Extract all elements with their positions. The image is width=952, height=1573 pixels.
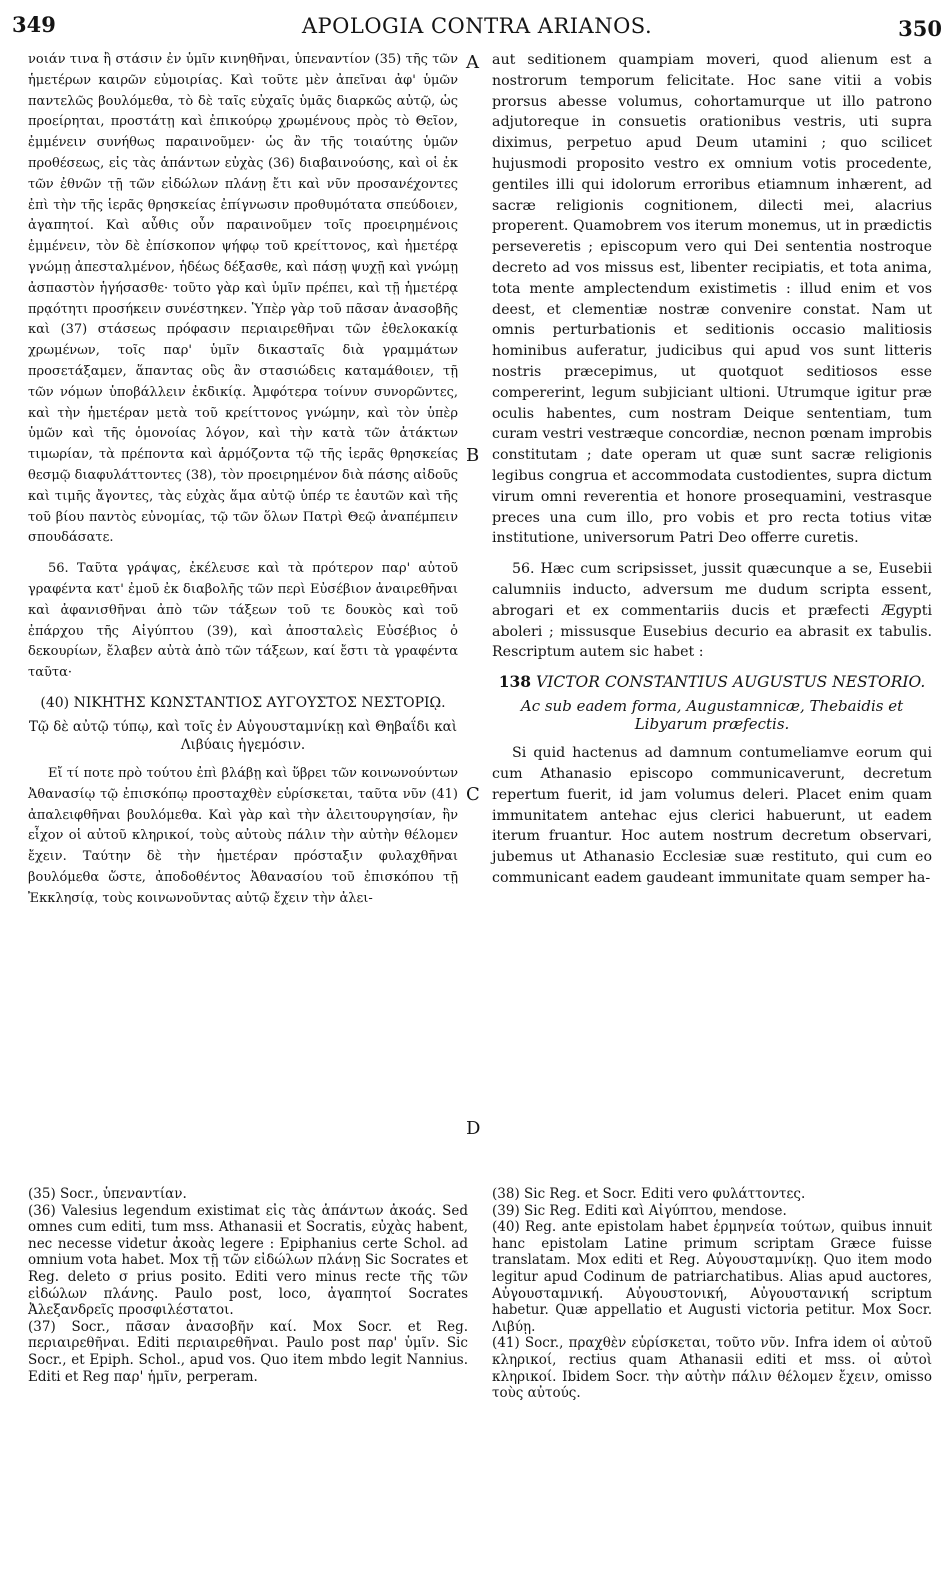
footnote-37: (37) Socr., πᾶσαν ἀνασοβῆν καί. Mox Socr. et Reg. περιαιρεθῆναι. Editi περιαιρεθῆναι. Paulo post παρ' ὑμῖν. Sic Socr., et Epiph. Schol., apud vos. Quo item mbdo legit Nannius. Editi et Reg παρ' ἡμῖν, perperam. [28,1318,468,1385]
running-title: APOLOGIA CONTRA ARIANOS. [301,14,653,38]
margin-marker-d: D [466,1118,481,1139]
footnote-39: (39) Sic Reg. Editi καὶ Αἰγύπτου, mendose. [492,1202,787,1219]
greek-paragraph-2: 56. Ταῦτα γράψας, ἐκέλευσε καὶ τὰ πρότερον παρ' αὐτοῦ γραφέντα κατ' ἐμοῦ ἐκ διαβολῆς τῶν περὶ Εὐσέβιον ἀναιρεθῆναι καὶ ἀφανισθῆναι ἀπὸ τῶν τάξεων τοῦ τε δουκὸς καὶ τοῦ ἐπάρχου τῆς Αἰγύπτου (39), καὶ ἀποσταλεὶς Εὐσέβιος ὁ δεκουρίων, ἔλαβεν αὐτὰ ἀπὸ τῶν τάξεων, καί ἔστι τὰ γραφέντα ταῦτα· [28,561,458,681]
latin-document-title-text: VICTOR CONSTANTIUS AUGUSTUS NESTORIO. [536,673,926,692]
footnote-35: (35) Socr., ὑπεναντίαν. [28,1186,187,1202]
footnote-41: (41) Socr., πραχθὲν εὑρίσκεται, τοῦτο νῦν. Infra idem οἱ αὐτοῦ κληρικοί, rectius quam Athanasii editi et mss. οἱ αὐτοὶ κληρικοί. Ibidem Socr. τὴν αὐτὴν πάλιν θέλομεν ἔχειν, omisso τοὺς αὐτούς. [492,1335,932,1402]
latin-paragraph-1: aut seditionem quampiam moveri, quod alienum est a nostrorum temporum felicitate. Hoc sane vitii a vobis prorsus abesse volumus, cohortamurque ut illo patrono adjutoreque in consuetis orationibus vestris, uti supra diximus, perpetuo apud Deum utamini ; quo scilicet hujusmodi proposito vestro ex omnium votis procedente, gentiles illi qui idolorum erroribus etiamnum inhærent, ad sacræ religionis cognitionem, dilecti mei, alacrius properent. Quamobrem vos iterum monemus, ut in prædictis perseveretis ; episcopum vero qui Dei sententia nostroque decreto ad vos missus est, libenter recipiatis, et tota anima, tota mente amplectendum existimetis : illud enim et vos deest, et clementiæ nostræ convenire constat. Nam ut omnis perturbationis et seditionis occasio malitiosis hominibus auferatur, judicibus qui apud vos sunt litteris nostris præcepimus, ut quotquot seditiosos esse compererint, legum subjiciant ultioni. Utrumque igitur præ oculis habentes, cum nostram Deique sententiam, tum curam vestri vestræque concordiæ, necnon pœnam improbis constitutam ; date operam ut quæ sunt sacræ religionis legibus congrua et accommodata custodientes, supra dictum virum omni reverentia et honore prosequamini, vestrasque preces una cum illo, pro vobis et pro recta totius vitæ institutione, universorum Patri Deo offerre curetis. [492,52,932,547]
document-number: 138 [498,672,532,692]
footnotes-left [28,1186,468,1385]
footnote-36: (36) Valesius legendum existimat εἰς τὰς ἁπάντων ἀκοάς. Sed omnes cum editi, tum mss. Athanasii et Socratis, εὐχὰς habent, nec necesse videtur ἀκοὰς legere : Epiphanius certe Schol. ad omnium vota habet. Mox τῇ τῶν εἰδώλων πλάνῃ Sic Socrates et Reg. deleto σ prius posito. Editi vero minus recte τῆς τῶν εἰδώλων πλάνης. Paulo post, loco, ἀγαπητοί Socrates Ἀλεξανδρεῖς προσφιλέστατοι. [28,1202,468,1319]
margin-marker-c: C [466,784,480,805]
footnote-40: (40) Reg. ante epistolam habet ἑρμηνεία τούτων, quibus innuit hanc epistolam Latine primum scriptam Græce fuisse translatam. Mox editi et Reg. Αὐγουσταμνίκῃ. Quo item modo legitur apud Codinum de patriarchatibus. Alias apud auctores, Αὐγουσταμνική. Αὐγουστονική, Αὐγουστανική scriptum habetur. Quæ appellatio et Augusti victoria petitur. Mox Socr. Λιβύῃ. [492,1219,932,1335]
greek-document-title: (40) ΝΙΚΗΤΗΣ ΚΩΝΣΤΑΝΤΙΟΣ ΑΥΓΟΥΣΤΟΣ ΝΕΣΤΟΡΙῼ. [40,694,446,711]
latin-paragraph-3: Si quid hactenus ad damnum contumeliamve eorum qui cum Athanasio episcopo communicaverunt, decretum repertum fuerit, id jam volumus deleri. Placet enim quam immunitatem antehac ejus clerici habuerunt, ut eadem iterum fruantur. Hoc autem nostrum decretum observari, jubemus ut Athanasio Ecclesiæ suæ restituto, qui cum eo communicant eadem gaudeant immunitate quam semper ha- [492,745,932,886]
footnote-38: (38) Sic Reg. et Socr. Editi vero φυλάττοντες. [492,1186,806,1202]
greek-document-subtitle: Τῷ δὲ αὐτῷ τύπῳ, καὶ τοῖς ἐν Αὐγουσταμνίκῃ καὶ Θηβαΐδι καὶ Λιβύαις ἡγεμόσιν. [28,718,458,753]
latin-column [492,50,932,899]
latin-paragraph-2: 56. Hæc cum scripsisset, jussit quæcunque a se, Eusebii calumniis inducto, adversum me dudum scripta essent, abrogari et ex commentariis ducis et præfecti Ægypti aboleri ; missusque Eusebius decurio ea abrasit ex tabulis. Rescriptum autem sic habet : [492,561,932,661]
latin-document-subtitle: Ac sub eadem forma, Augustamnicæ, Thebaidis et Libyarum præfectis. [520,697,904,734]
page-number-right: 350 [898,16,942,41]
margin-marker-a: A [466,52,479,73]
footnotes-right [492,1186,932,1402]
page-number-left: 349 [12,12,56,37]
greek-paragraph-1: νοιάν τινα ἢ στάσιν ἐν ὑμῖν κινηθῆναι, ὑπεναντίον (35) τῆς τῶν ἡμετέρων καιρῶν εὐμοιρίας. Καὶ τοῦτε μὲν ἀπεῖναι ἀφ' ὑμῶν παντελῶς βουλόμεθα, τὸ δὲ ταῖς εὐχαῖς ὑμᾶς διαρκῶς αὐτῷ, ὡς προείρηται, προστάτῃ καὶ ἐπικούρῳ χρωμένους πρὸς τὸ Θεῖον, ἐμμένειν συνήθως παραινοῦμεν· ὡς ἂν τῆς τοιαύτης ὑμῶν προθέσεως, εἰς τὰς ἁπάντων εὐχὰς (36) διαβαινούσης, καὶ οἱ ἐκ τῶν ἐθνῶν τῇ τῶν εἰδώλων πλάνῃ ἔτι καὶ νῦν προσανέχοντες ἐπὶ τὴν τῆς ἱερᾶς θρησκείας ἐπίγνωσιν προθυμότατα σπεύδοιεν, ἀγαπητοί. Καὶ αὖθις οὖν παραινοῦμεν τοῖς προειρημένοις ἐμμένειν, τὸν δὲ ἐπίσκοπον ψήφῳ τοῦ κρείττονος, καὶ ἡμετέρᾳ γνώμῃ ἀπεσταλμένον, ἡδέως δέξασθε, καὶ πάσῃ ψυχῇ καὶ γνώμῃ ἀσπαστὸν ἡγήσασθε· τοῦτο γὰρ καὶ ὑμῖν πρέπει, καὶ τῇ ἡμετέρᾳ πρᾳότητι προσήκειν συνέστηκεν. Ὑπὲρ γὰρ τοῦ πᾶσαν ἀνασοβῆς καὶ (37) στάσεως πρόφασιν περιαιρεθῆναι τῶν ἐθελοκακίᾳ χρωμένων, τοῖς παρ' ὑμῖν δικασταῖς διὰ γραμμάτων προσετάξαμεν, ἅπαντας οὓς ἂν στασιώδεις καταμάθοιεν, τῇ τῶν νόμων ὑποβάλλειν ἐκδικίᾳ. Ἀμφότερα τοίνυν συνορῶντες, καὶ τὴν ἡμετέραν μετὰ τοῦ κρείττονος γνώμην, καὶ τὸν ὑπὲρ ὑμῶν καὶ τῆς ὁμονοίας λόγον, καὶ τὴν κατὰ τῶν ἀτάκτων τιμωρίαν, τὰ πρέποντα καὶ ἁρμόζοντα τῷ τῆς ἱερᾶς θρησκείας θεσμῷ διαφυλάττοντες (38), τὸν προειρημένον διὰ πάσης αἰδοῦς καὶ τιμῆς ἄγοντες, τὰς εὐχὰς ἅμα αὐτῷ ὑπέρ τε ἑαυτῶν καὶ τῆς τοῦ βίου παντὸς εὐνομίας, τῷ τῶν ὅλων Πατρὶ Θεῷ ἀναπέμπειν σπουδάσατε. [28,52,458,546]
latin-document-title [492,673,932,691]
greek-paragraph-3: Εἴ τί ποτε πρὸ τούτου ἐπὶ βλάβῃ καὶ ὕβρει τῶν κοινωνούντων Ἀθανασίῳ τῷ ἐπισκόπῳ προσταχθὲν εὑρίσκεται, ταῦτα νῦν (41) ἀπαλειφθῆναι βουλόμεθα. Καὶ γὰρ καὶ τὴν ἀλειτουργησίαν, ἣν εἶχον οἱ αὐτοῦ κληρικοί, τοὺς αὐτοὺς πάλιν τὴν αὐτὴν θέλομεν ἔχειν. Ταύτην δὲ τὴν ἡμετέραν πρόσταξιν φυλαχθῆναι βουλόμεθα ὥστε, ἀποδοθέντος Ἀθανασίου τοῦ ἐπισκόπου τῇ Ἐκκλησίᾳ, τοὺς κοινωνοῦντας αὐτῷ ἔχειν τὴν ἀλει- [28,765,458,906]
margin-marker-b: B [466,445,480,466]
greek-column [28,50,458,919]
